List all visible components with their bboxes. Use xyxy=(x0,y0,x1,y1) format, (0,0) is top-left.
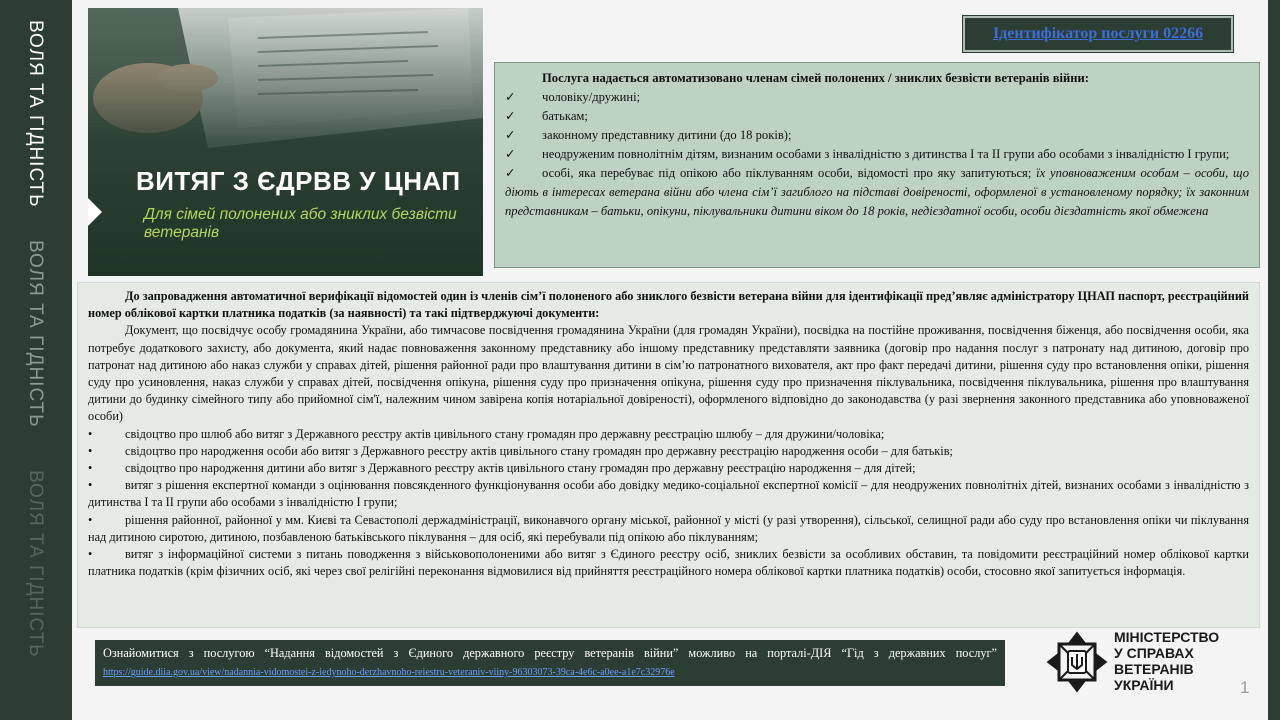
list-item xyxy=(505,126,1249,145)
list-item-text: батькам; xyxy=(542,109,588,123)
list-item xyxy=(505,164,1249,221)
footer-note-text: Ознайомитися з послугою “Надання відомостей з Єдиного державного реєстру ветеранів війни” можливо на порталі-ДІЯ “Гід з державних послуг” xyxy=(103,646,997,660)
list-item-text: особі, яка перебуває під опікою або піклуванням особи, відомості про яку запитуються; xyxy=(542,166,1037,180)
list-item-text: неодруженим повнолітнім дітям, визнаним особами з інвалідністю з дитинства І та ІІ групи або особами з інвалідністю І групи; xyxy=(542,147,1230,161)
banner-image xyxy=(88,8,483,276)
service-id-box xyxy=(963,16,1233,52)
sidebar xyxy=(0,0,72,720)
documents-box xyxy=(77,282,1260,628)
check-icon: ✓ xyxy=(505,128,516,142)
recipients-title: Послуга надається автоматизовано членам сімей полонених / зниклих безвісти ветеранів війни: xyxy=(542,71,1089,85)
check-icon: ✓ xyxy=(505,90,516,104)
banner-title: ВИТЯГ З ЄДРВВ У ЦНАП xyxy=(136,166,461,196)
check-icon: ✓ xyxy=(505,166,516,180)
list-item-text: рішення районної, районної у мм. Києві та Севастополі держадміністрації, виконавчого органу міської, районної у місті (у разі утворення), сільської, селищної ради або суду про встановлення опіки чи піклування над дитиною сиротою, дитиною, позбавленою батьківського піклування – для осіб, які перебували під опікою або піклуванням; xyxy=(88,512,1249,544)
ministry-name-line: У СПРАВАХ xyxy=(1114,645,1194,661)
ministry-emblem-icon xyxy=(1046,631,1108,693)
list-item-text: витяг з інформаційної системи з питань поводження з військовополоненими або витяг з Єдиного реєстру осіб, зниклих безвісти за особливих обставин, та повідомити реєстраційний номер облікової картки платника податків (крім фізичних осіб, які через свої релігійні переконання відмовилися від прийняття реєстраційного номера облікової картки платника податків) особи, стосовно якої запитується інформація. xyxy=(88,547,1249,579)
documents-lead: До запровадження автоматичної верифікації відомостей один із членів сім’ї полоненого або зниклого безвісти ветерана війни для ідентифікації пред’являє адміністратору ЦНАП паспорт, реєстраційний номер облікової картки платника податків (за наявності) та такі підтверджуючі документи: xyxy=(88,289,1249,321)
list-item xyxy=(88,512,1249,546)
banner-subtitle: Для сімей полонених або зниклих безвісти ветеранів xyxy=(144,206,457,241)
list-item xyxy=(505,88,1249,107)
list-item xyxy=(88,477,1249,511)
bullet-icon: • xyxy=(88,547,93,562)
check-icon: ✓ xyxy=(505,109,516,123)
check-icon: ✓ xyxy=(505,147,516,161)
ministry-name xyxy=(1114,629,1219,693)
sidebar-slogan: ВОЛЯ ТА ГІДНІСТЬ xyxy=(25,20,46,208)
ministry-name-line: УКРАЇНИ xyxy=(1114,677,1174,693)
bullet-icon: • xyxy=(88,443,93,458)
service-id-link[interactable]: Ідентифікатор послуги 02266 xyxy=(992,25,1204,42)
bullet-icon: • xyxy=(88,478,93,493)
documents-paragraph: Документ, що посвідчує особу громадянина України, або тимчасове посвідчення громадянина України (для громадян України), посвідка на постійне проживання, посвідчення біженця, або посвідчення особи, яка потребує додаткового захисту, або документа, який надає повноваження законному представнику або іншому представнику представляти заявника (договір про надання послуг з патронату над дитиною, договір про патронат над дитиною або наказ служби у справах дітей, рішення районної ради про влаштування дитини в сім’ю патронатного вихователя, акт про факт передачі дитини, рішення суду про встановлення опіки, рішення суду про усиновлення, наказ служби у справах дітей, посвідчення опікуна, рішення суду про призначення опікуна, рішення суду про призначення піклувальника, посвідчення піклувальника, рішення про влаштування дитини до будинку сімейного типу або прийомної сім'ї, належним чином завірена копія нотаріальної довіреності), оформленого відповідно до законодавства (у разі звернення законного представника або уповноваженої особи) xyxy=(88,323,1249,424)
ministry-name-line: МІНІСТЕРСТВО xyxy=(1114,629,1220,645)
list-item xyxy=(505,145,1249,164)
sidebar-slogan: ВОЛЯ ТА ГІДНІСТЬ xyxy=(25,470,46,658)
list-item xyxy=(88,546,1249,580)
diia-guide-link[interactable]: https://guide.diia.gov.ua/view/nadannia-vidomostei-z-iedynoho-derzhavnoho-reiestru-veteraniv-viiny-96303073-39ca-4e6c-a0ee-a1e7c32976e xyxy=(103,667,675,678)
right-edge-bar xyxy=(1268,0,1280,720)
list-item xyxy=(88,460,1249,477)
list-item-text: свідоцтво про шлюб або витяг з Державного реєстру актів цивільного стану громадян про державну реєстрацію шлюбу – для дружини/чоловіка; xyxy=(125,426,885,441)
page-number: 1 xyxy=(1240,678,1250,697)
footer-note xyxy=(95,640,1005,686)
list-item-text: витяг з рішення експертної команди з оцінювання повсякденного функціонування особи або довідку медико-соціальної експертної комісії – для неодружених повнолітніх дітей, визнаних особами з інвалідністю з дитинства І та ІІ групи або особами з інвалідністю І групи; xyxy=(88,478,1249,510)
bullet-icon: • xyxy=(88,461,93,476)
bullet-icon: • xyxy=(88,512,93,527)
bullet-icon: • xyxy=(88,426,93,441)
list-item xyxy=(88,426,1249,443)
ministry-name-line: ВЕТЕРАНІВ xyxy=(1114,661,1194,677)
list-item-text: чоловіку/дружині; xyxy=(542,90,641,104)
list-item xyxy=(88,443,1249,460)
list-item-text: свідоцтво про народження особи або витяг з Державного реєстру актів цивільного стану громадян про державну реєстрацію народження особи – для батьків; xyxy=(125,443,953,458)
list-item-italic-text: їх уповноваженим особам – особи, що діють в інтересах ветерана війни або члена сім’ї загиблого на підставі довіреності, оформленої в установленому порядку; їх законним представникам – батьки, опікуни, піклувальники дитини віком до 18 років, недієздатної особи, особи дієздатність якої обмежена xyxy=(505,166,1250,218)
list-item-text: свідоцтво про народження дитини або витяг з Державного реєстру актів цивільного стану громадян про державну реєстрацію народження – для дітей; xyxy=(125,461,916,476)
recipients-box xyxy=(494,62,1260,268)
list-item xyxy=(505,107,1249,126)
sidebar-slogan: ВОЛЯ ТА ГІДНІСТЬ xyxy=(25,240,46,428)
list-item-text: законному представнику дитини (до 18 років); xyxy=(542,128,792,142)
